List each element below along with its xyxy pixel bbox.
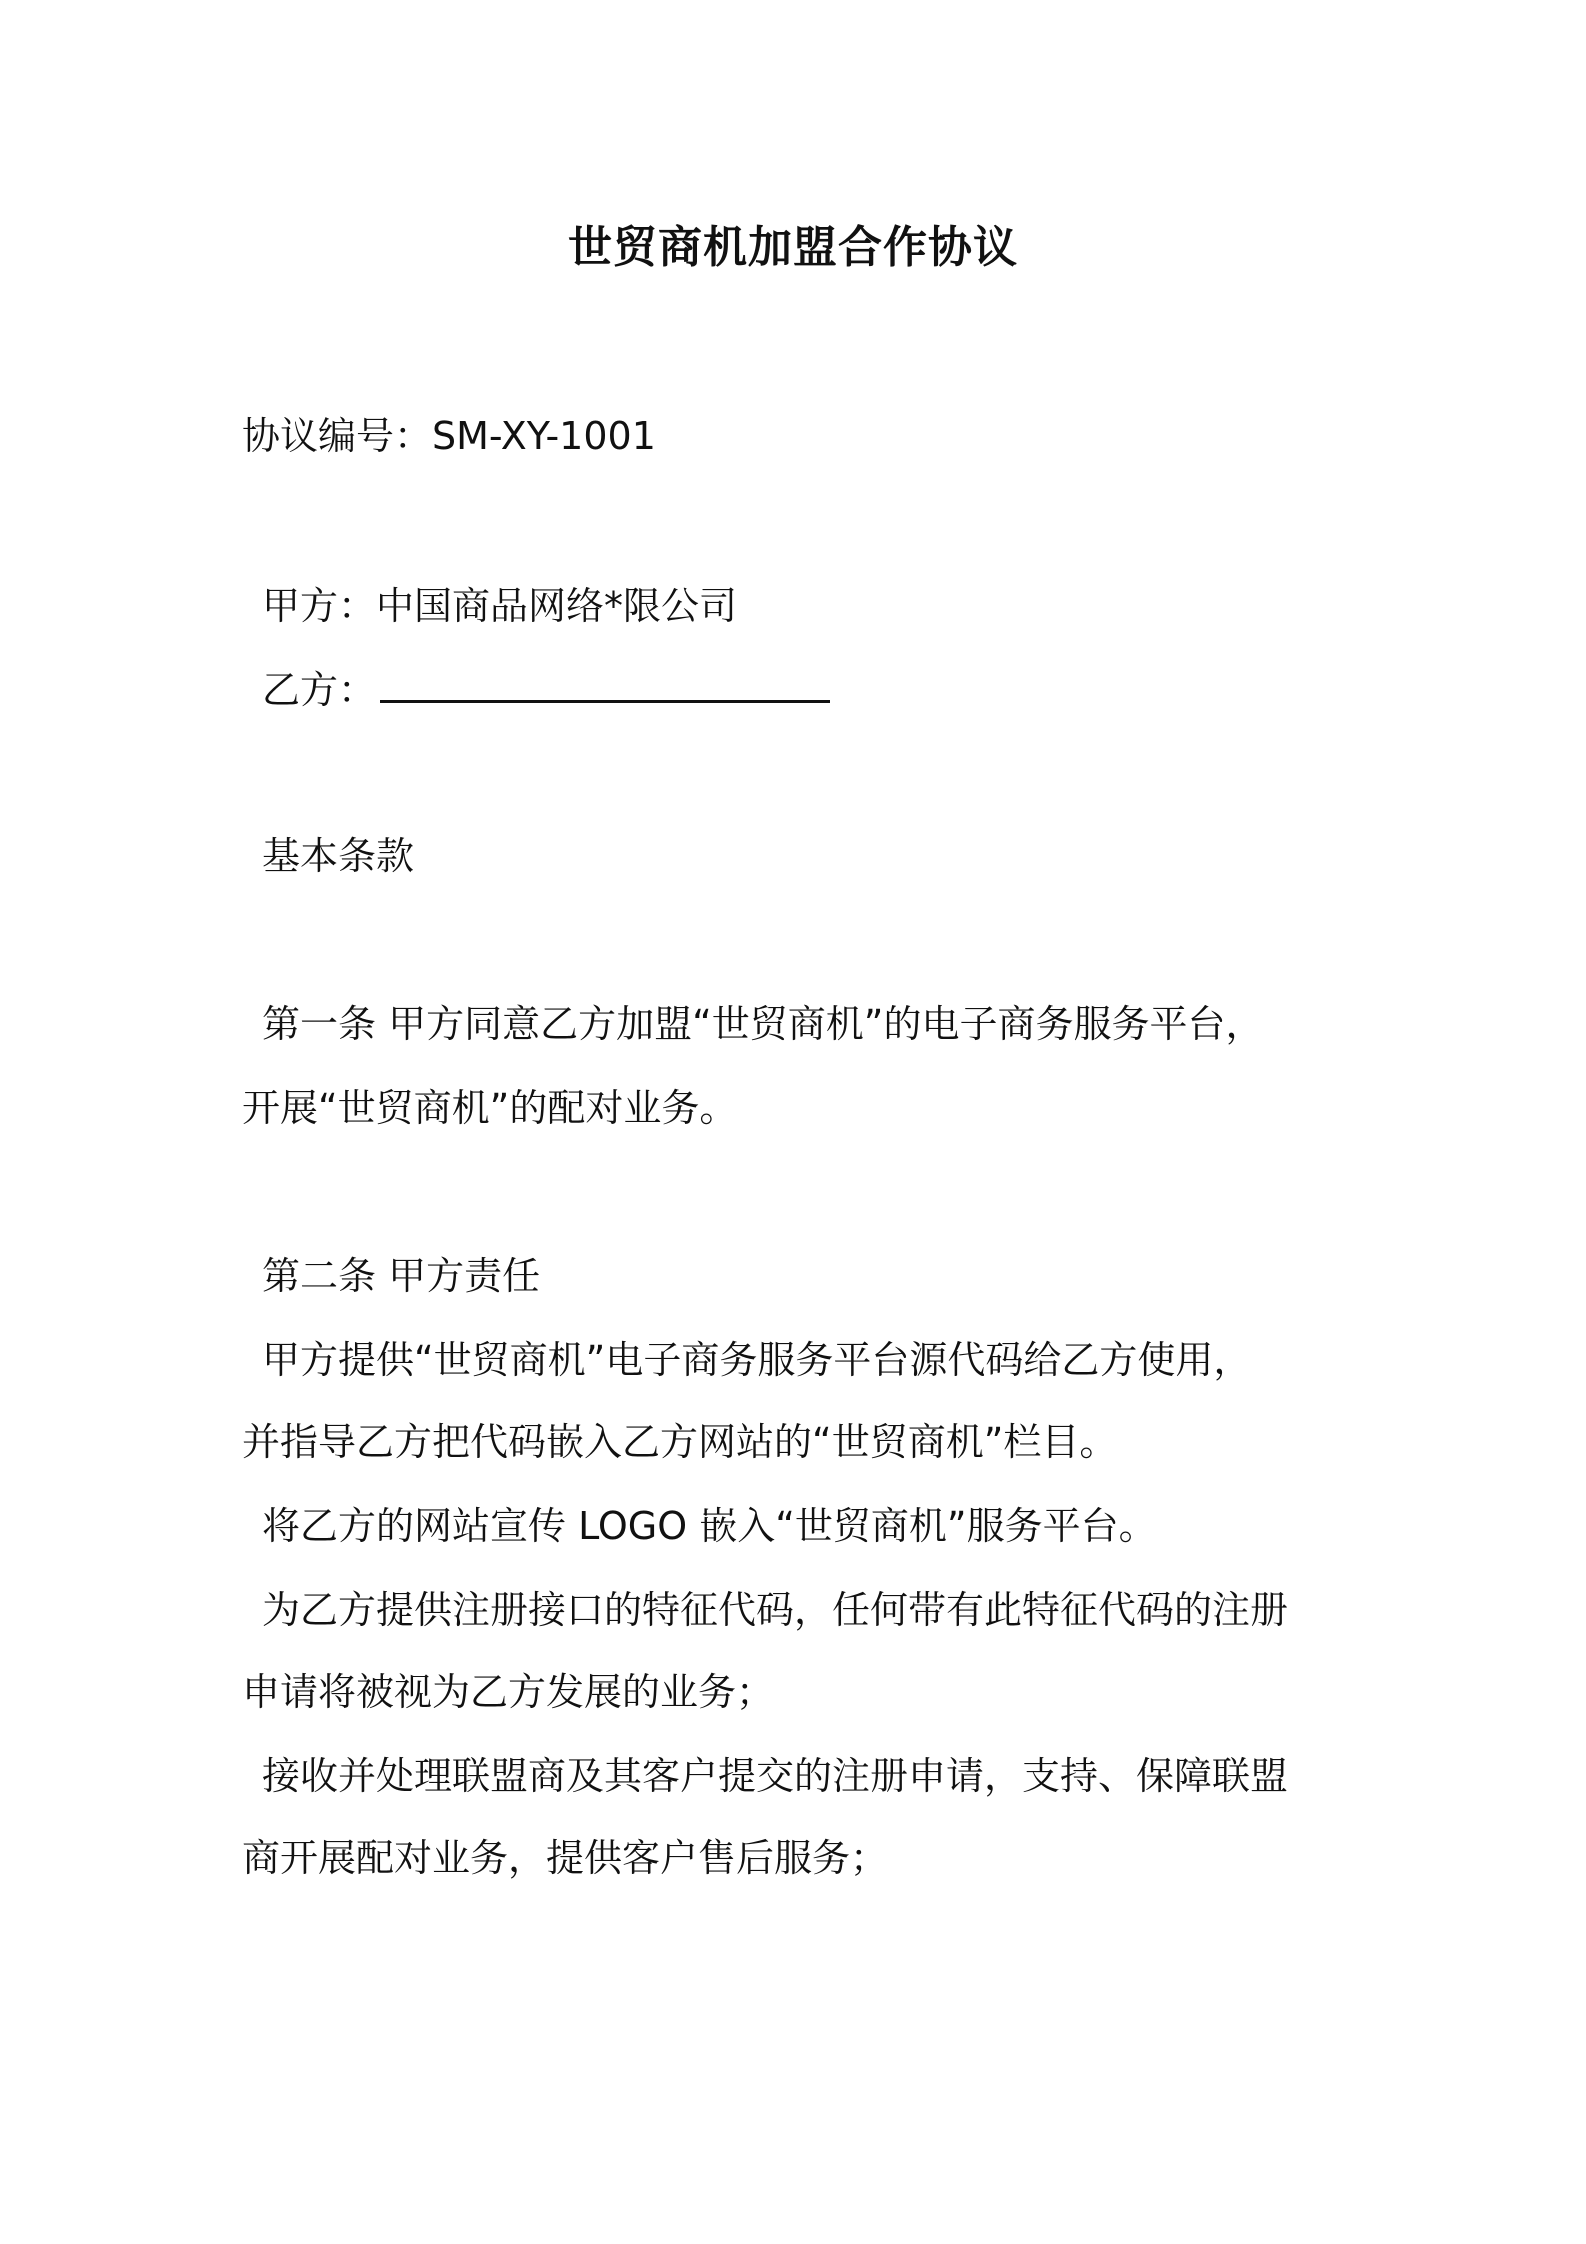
article-2-heading: 第二条 甲方责任 — [262, 1254, 541, 1298]
article-1-line-2: 开展“世贸商机”的配对业务。 — [242, 1086, 738, 1130]
article-2-para-4-line-2: 商开展配对业务，提供客户售后服务； — [242, 1836, 889, 1880]
article-2-para-3-line-2: 申请将被视为乙方发展的业务； — [242, 1670, 775, 1714]
article-1-line-1: 第一条 甲方同意乙方加盟“世贸商机”的电子商务服务平台， — [262, 1002, 1264, 1046]
party-b-blank-line — [380, 666, 830, 703]
party-b-label: 乙方： — [262, 668, 377, 712]
article-2-para-4-line-1: 接收并处理联盟商及其客户提交的注册申请，支持、保障联盟 — [262, 1754, 1289, 1798]
party-a: 甲方：中国商品网络*限公司 — [262, 584, 738, 628]
document-title: 世贸商机加盟合作协议 — [568, 222, 1018, 273]
agreement-number: 协议编号：SM-XY-1001 — [242, 414, 656, 458]
article-2-para-1-line-2: 并指导乙方把代码嵌入乙方网站的“世贸商机”栏目。 — [242, 1420, 1118, 1464]
section-heading-basic-terms: 基本条款 — [262, 834, 415, 878]
party-b — [262, 662, 1392, 718]
article-2-para-2: 将乙方的网站宣传 LOGO 嵌入“世贸商机”服务平台。 — [262, 1504, 1157, 1548]
article-2-para-3-line-1: 为乙方提供注册接口的特征代码，任何带有此特征代码的注册 — [262, 1588, 1289, 1632]
article-2-para-1-line-1: 甲方提供“世贸商机”电子商务服务平台源代码给乙方使用， — [262, 1338, 1252, 1382]
